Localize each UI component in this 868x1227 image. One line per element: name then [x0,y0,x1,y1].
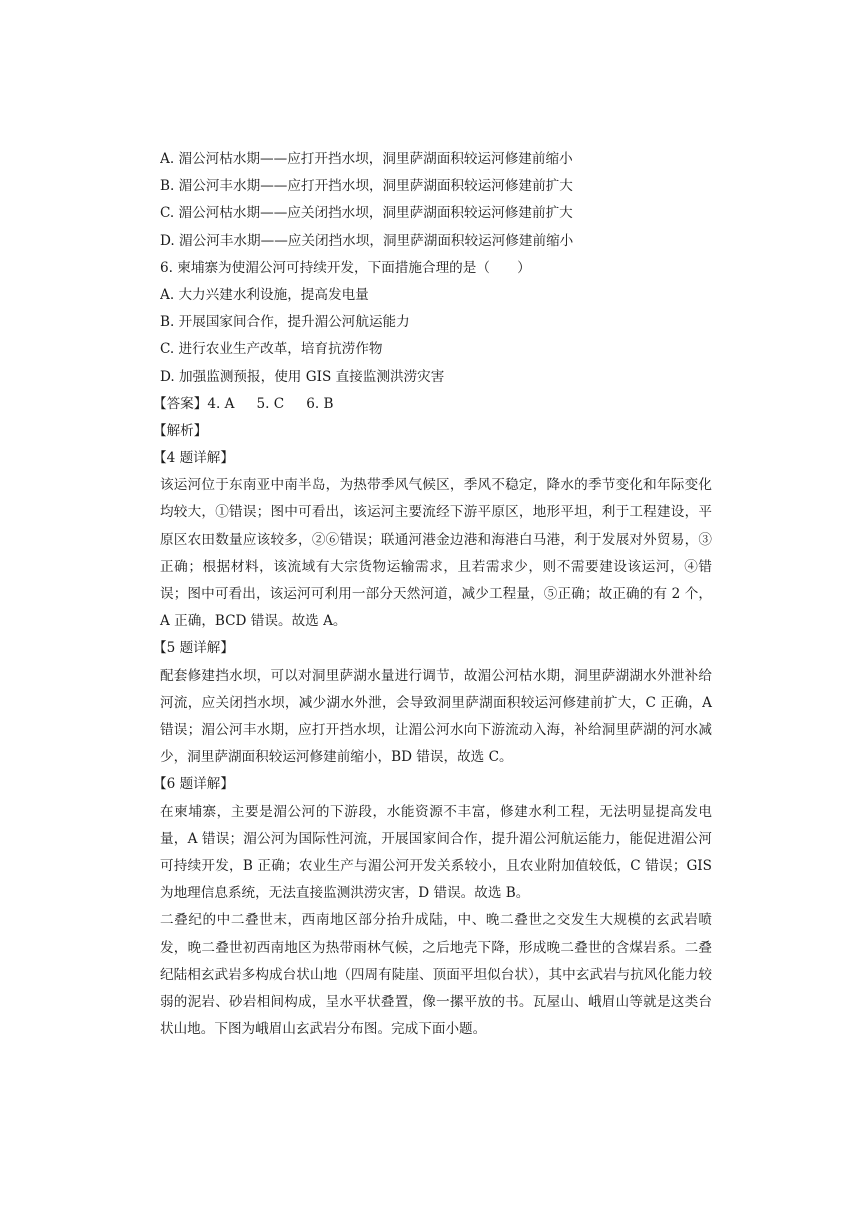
q4-detail-text: 该运河位于东南亚中南半岛，为热带季风气候区，季风不稳定，降水的季节变化和年际变化均较大，①错误；图中可看出，该运河主要流经下游平原区，地形平坦，利于工程建设，平原区农田数量应该较多，②⑥错误；联通河港金边港和海港白马港，利于发展对外贸易，③正确；根据材料，该流域有大宗货物运输需求，且若需求少，则不需要建设该运河，④错误；图中可看出，该运河可利用一部分天然河道，减少工程量，⑤正确；故正确的有 2 个，A 正确，BCD 错误。故选 A。 [160,477,712,630]
q5-option-c: C. 湄公河枯水期——应关闭挡水坝，洞里萨湖面积较运河修建前扩大 [160,205,573,222]
q6-option-c: C. 进行农业生产改革，培育抗涝作物 [160,341,383,358]
document-page [153,146,712,1043]
q6-option-d: D. 加强监测预报，使用 GIS 直接监测洪涝灾害 [160,368,445,385]
q6-stem: 6. 柬埔寨为使湄公河可持续开发，下面措施合理的是（ ） [160,259,531,276]
q6-detail-label: 【6 题详解】 [153,776,234,793]
answer-line [153,391,712,418]
q5-option-b: B. 湄公河丰水期——应打开挡水坝，洞里萨湖面积较运河修建前扩大 [160,178,573,195]
answer-item-4: 4. A [207,395,235,412]
q5-option-d: D. 湄公河丰水期——应关闭挡水坝，洞里萨湖面积较运河修建前缩小 [160,232,574,249]
analysis-label: 【解析】 [153,422,208,439]
q5-option-a: A. 湄公河枯水期——应打开挡水坝，洞里萨湖面积较运河修建前缩小 [160,151,573,167]
next-material-text: 二叠纪的中二叠世末，西南地区部分抬升成陆，中、晚二叠世之交发生大规模的玄武岩喷发，晚二叠世初西南地区为热带雨林气候，之后地壳下降，形成晚二叠世的含煤岩系。二叠纪陆相玄武岩多构成台状山地（四周有陡崖、顶面平坦似台状），其中玄武岩与抗风化能力较弱的泥岩、砂岩相间构成，呈水平状叠置，像一摞平放的书。瓦屋山、峨眉山等就是这类台状山地。下图为峨眉山玄武岩分布图。完成下面小题。 [160,912,712,1038]
q6-detail-text: 在柬埔寨，主要是湄公河的下游段，水能资源不丰富，修建水利工程，无法明显提高发电量，A 错误；湄公河为国际性河流，开展国家间合作，提升湄公河航运能力，能促进湄公河可持续开发，B 正确；农业生产与湄公河开发关系较小，且农业附加值较低，C 错误；GIS 为地理信息系统，无法直接监测洪涝灾害，D 错误。故选 B。 [160,803,712,902]
q6-option-a: A. 大力兴建水利设施，提高发电量 [160,286,369,303]
answer-item-6: 6. B [306,395,334,412]
q4-detail-label: 【4 题详解】 [153,450,234,467]
q5-detail-text: 配套修建挡水坝，可以对洞里萨湖水量进行调节，故湄公河枯水期，洞里萨湖湖水外泄补给河流，应关闭挡水坝，减少湖水外泄，会导致洞里萨湖面积较运河修建前扩大，C 正确，A 错误；湄公河丰水期，应打开挡水坝，让湄公河水向下游流动入海，补给洞里萨湖的河水减少，洞里萨湖面积较运河修建前缩小，BD 错误，故选 C。 [160,667,712,766]
q5-detail-label: 【5 题详解】 [153,640,234,657]
answer-label: 【答案】 [153,395,208,412]
q6-option-b: B. 开展国家间合作，提升湄公河航运能力 [160,314,410,331]
answer-item-5: 5. C [256,395,285,412]
